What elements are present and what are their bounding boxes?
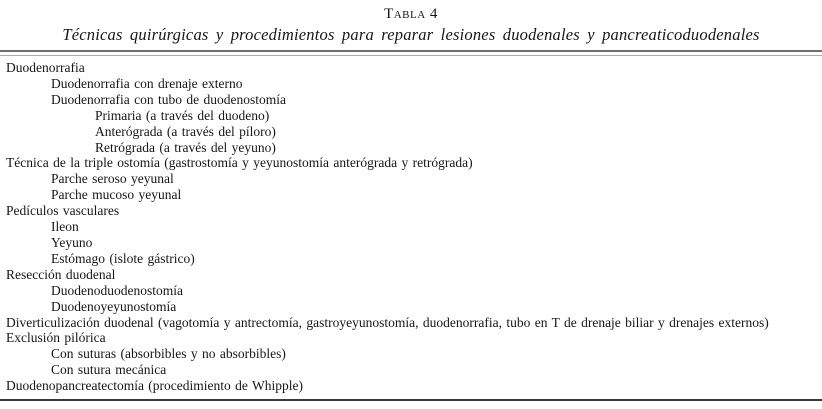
table-row: Duodenoyeyunostomía <box>51 298 177 314</box>
table-title: Técnicas quirúrgicas y procedimientos para reparar lesiones duodenales y pancreaticoduodenales <box>62 25 760 44</box>
table-row: Primaria (a través del duodeno) <box>95 107 270 123</box>
table-row: Técnica de la triple ostomía (gastrostomía y yeyunostomía anterógrada y retrógrada) <box>6 155 473 171</box>
table-row: Anterógrada (a través del píloro) <box>95 123 276 139</box>
table-row: Con sutura mecánica <box>51 362 167 378</box>
table-row: Duodenoduodenostomía <box>51 282 183 298</box>
table-row: Exclusión pilórica <box>6 330 106 346</box>
table-caption <box>0 0 822 46</box>
table-row: Parche seroso yeyunal <box>51 171 174 187</box>
table-row: Diverticulización duodenal (vagotomía y antrectomía, gastroyeyunostomía, duodenorrafia, tubo en T de drenaje biliar y drenajes externos) <box>6 314 769 330</box>
table-row: Retrógrada (a través del yeyuno) <box>95 139 276 155</box>
table-row: Resección duodenal <box>6 266 116 282</box>
table-row: Pedículos vasculares <box>6 203 120 219</box>
table-row: Duodenorrafia con tubo de duodenostomía <box>51 91 286 107</box>
table-body <box>0 56 822 399</box>
table-row: Ileon <box>51 219 79 235</box>
table-row: Duodenorrafia con drenaje externo <box>51 75 243 91</box>
table-row: Estómago (islote gástrico) <box>51 250 195 266</box>
table-row: Parche mucoso yeyunal <box>51 187 182 203</box>
table-row: Yeyuno <box>51 234 93 250</box>
table-row: Con suturas (absorbibles y no absorbibles) <box>51 346 286 362</box>
table-row: Duodenopancreatectomía (procedimiento de Whipple) <box>6 378 304 394</box>
table-label: Tabla 4 <box>384 6 438 22</box>
table-row: Duodenorrafia <box>6 60 85 75</box>
bottom-rule <box>0 399 822 401</box>
